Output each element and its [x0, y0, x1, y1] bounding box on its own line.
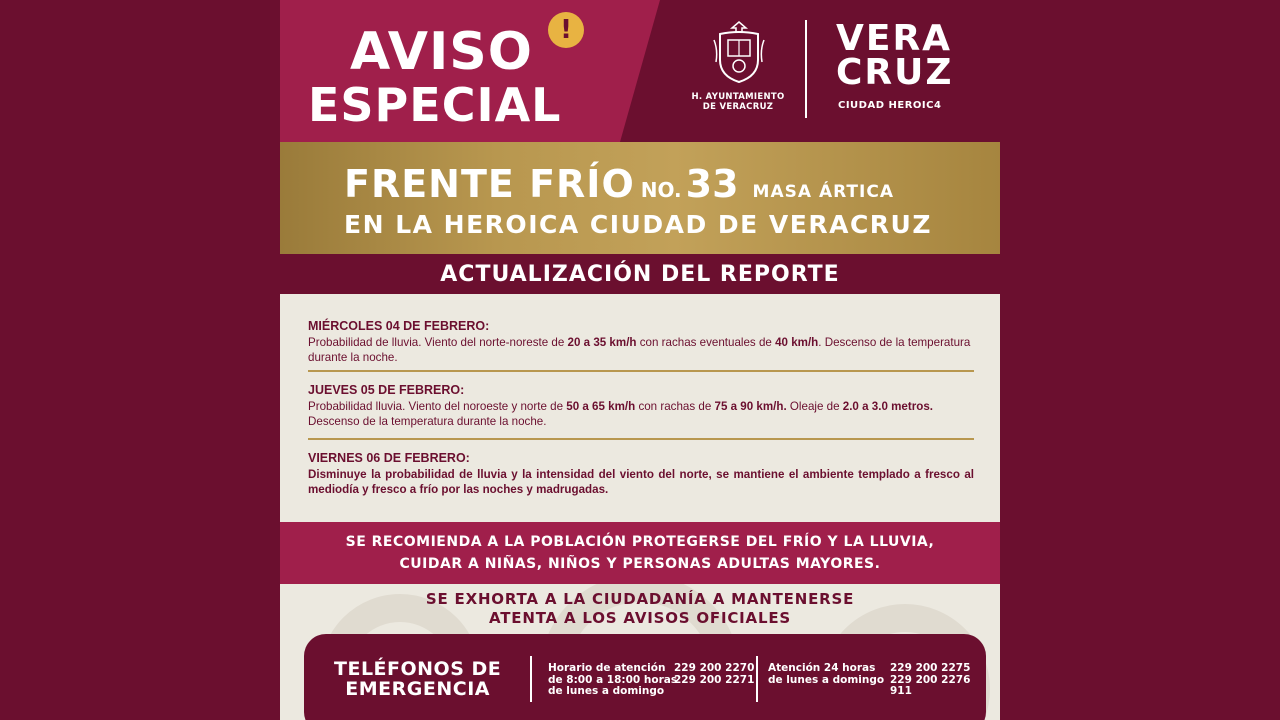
ayuntamiento-line2: DE VERACRUZ: [702, 102, 774, 113]
phone-number[interactable]: 229 200 2275: [890, 662, 971, 674]
number-prefix: NO.: [640, 178, 682, 202]
day-title: MIÉRCOLES 04 DE FEBRERO:: [308, 319, 490, 333]
phone-number[interactable]: 229 200 2276: [890, 673, 971, 686]
allday-text: Atención 24 horas de lunes a domingo: [768, 662, 885, 686]
emergency-title-line1: TELÉFONOS DE: [334, 658, 502, 680]
recommendation-line2: CUIDAR A NIÑAS, NIÑOS Y PERSONAS ADULTAS MAYORES.: [399, 556, 881, 572]
phone-number[interactable]: 229 200 2271: [674, 673, 755, 686]
phone-number[interactable]: 911: [890, 685, 912, 698]
exhorta-line1: SE EXHORTA A LA CIUDADANÍA A MANTENERSE: [425, 590, 855, 608]
forecast-day-3: [308, 450, 974, 497]
exclamation-icon: !: [548, 12, 584, 48]
emergency-title-line2: EMERGENCIA: [345, 677, 490, 700]
poster-header: [280, 0, 1000, 142]
phone-number[interactable]: 229 200 2270: [674, 662, 755, 674]
emergency-phones-panel: [304, 634, 986, 720]
day-text: Probabilidad lluvia. Viento del noroeste y norte de 50 a 65 km/h con rachas de 75 a 90 km/h. Oleaje de 2.0 a 3.0 metros. Descenso de la temperatura durante la noche.: [308, 399, 933, 428]
brand-line1: VERA: [836, 18, 953, 59]
banner-line1: [344, 162, 894, 206]
header-divider: [805, 20, 807, 118]
forecast-separator: [308, 370, 974, 372]
recommendation-band: [280, 522, 1000, 584]
especial-title: ESPECIAL: [308, 78, 562, 132]
day-title: VIERNES 06 DE FEBRERO:: [308, 451, 470, 465]
forecast-separator: [308, 438, 974, 440]
cold-front-banner: [280, 142, 1000, 254]
ayuntamiento-label: [678, 92, 798, 112]
forecast-body: [280, 294, 1000, 522]
emergency-title: [334, 660, 501, 700]
brand-subtitle: CIUDAD HEROIC4: [838, 100, 942, 111]
forecast-day-1: [308, 318, 974, 365]
report-header: [280, 254, 1000, 294]
front-number: 33: [685, 162, 739, 206]
day-text: Probabilidad de lluvia. Viento del norte-noreste de 20 a 35 km/h con rachas eventuales de 40 km/h. Descenso de la temperatura durante la noche.: [308, 335, 971, 364]
emergency-divider: [756, 656, 758, 702]
veracruz-logo: [836, 18, 954, 94]
ayuntamiento-line1: H. AYUNTAMIENTO: [691, 92, 785, 102]
emergency-divider: [530, 656, 532, 702]
banner-line2: EN LA HEROICA CIUDAD DE VERACRUZ: [344, 210, 932, 239]
schedule-text: Horario de atención de 8:00 a 18:00 horas de lunes a domingo: [548, 662, 678, 698]
brand-line2: CRUZ: [836, 52, 954, 94]
masa-artica-label: MASA ÁRTICA: [752, 182, 894, 202]
report-title: ACTUALIZACIÓN DEL REPORTE: [440, 262, 840, 287]
aviso-title: AVISO: [350, 22, 533, 82]
allday-phones[interactable]: [890, 663, 970, 698]
exhorta-line2: ATENTA A LOS AVISOS OFICIALES: [489, 609, 791, 627]
day-title: JUEVES 05 DE FEBRERO:: [308, 383, 465, 397]
frente-frio-label: FRENTE FRÍO: [344, 162, 635, 206]
forecast-day-2: [308, 382, 974, 429]
recommendation-line1: SE RECOMIENDA A LA POBLACIÓN PROTEGERSE DEL FRÍO Y LA LLUVIA,: [345, 534, 935, 550]
city-crest-icon: [712, 20, 766, 86]
notice-poster: [280, 0, 1000, 720]
schedule-phones[interactable]: [674, 663, 754, 686]
day-text: Disminuye la probabilidad de lluvia y la intensidad del viento del norte, se mantiene el ambiente templado a fresco al mediodía y fresco a frío por las noches y madrugadas.: [308, 467, 974, 496]
